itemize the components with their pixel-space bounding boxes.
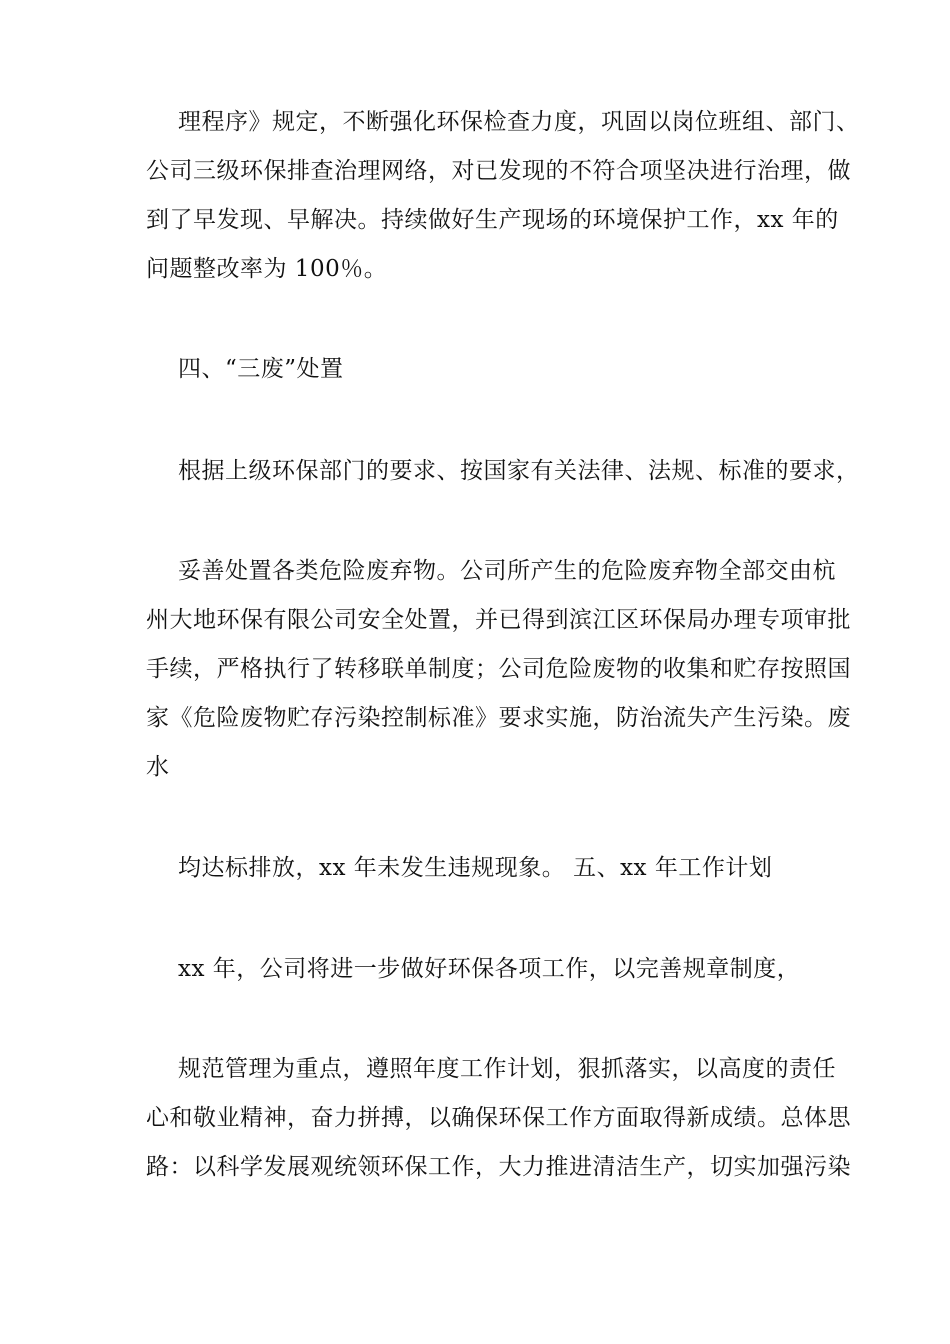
paragraph-line: 手续，严格执行了转移联单制度；公司危险废物的收集和贮存按照国 [146, 656, 851, 682]
section-heading: 四、“三废”处置 [178, 356, 344, 382]
paragraph-line: 路：以科学发展观统领环保工作，大力推进清洁生产，切实加强污染 [146, 1154, 851, 1180]
paragraph-line: 州大地环保有限公司安全处置，并已得到滨江区环保局办理专项审批 [146, 607, 851, 633]
paragraph-line: 规范管理为重点，遵照年度工作计划，狠抓落实，以高度的责任 [178, 1056, 836, 1082]
paragraph-line: 家《危险废物贮存污染控制标准》要求实施，防治流失产生污染。废 [146, 705, 851, 731]
paragraph-line: 水 [146, 754, 170, 780]
paragraph-line: 到了早发现、早解决。持续做好生产现场的环境保护工作，xx 年的 [146, 207, 839, 233]
paragraph-line: 理程序》规定，不断强化环保检查力度，巩固以岗位班组、部门、 [178, 109, 860, 135]
paragraph-line: 问题整改率为 100％。 [146, 256, 388, 282]
paragraph-line: xx 年，公司将进一步做好环保各项工作，以完善规章制度， [178, 956, 801, 982]
paragraph-line: 心和敬业精神，奋力拼搏，以确保环保工作方面取得新成绩。总体思 [146, 1105, 851, 1131]
paragraph-line: 妥善处置各类危险废弃物。公司所产生的危险废弃物全部交由杭 [178, 558, 836, 584]
paragraph-line: 公司三级环保排查治理网络，对已发现的不符合项坚决进行治理，做 [146, 158, 851, 184]
paragraph-line: 根据上级环保部门的要求、按国家有关法律、法规、标准的要求， [178, 458, 860, 484]
paragraph-line: 均达标排放，xx 年未发生违规现象。 五、xx 年工作计划 [178, 855, 773, 881]
